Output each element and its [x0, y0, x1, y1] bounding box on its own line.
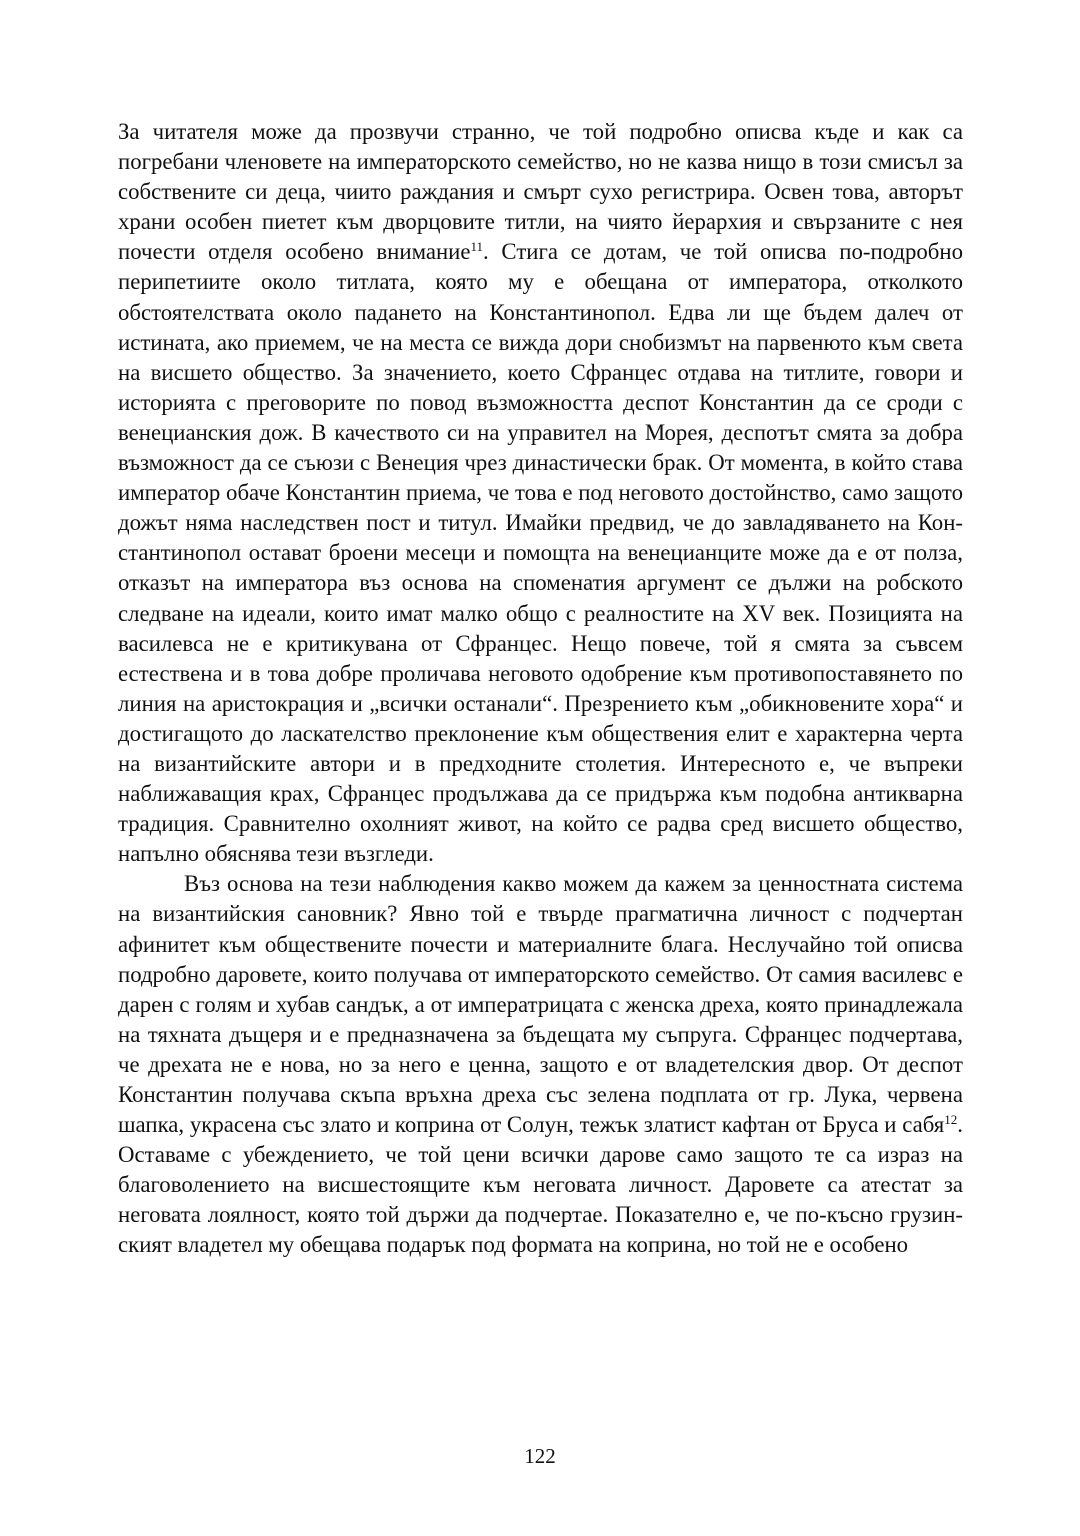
paragraph-text: . Стига се дотам, че той описва по-подробно перипетиите около титлата, която му е обещана от императора, отколкото обстоятелствата около падането на Константинопол. Едва ли ще бъдем далеч от истината, ако приемем, че на места се вижда дори снобизмът на парвенюто към света на висшето общество. За значението, което Сфранцес отдава на титлите, говори и историята с преговорите по повод възможността деспот Константин да се сроди с венецианския дож. В качеството си на управител на Морея, деспотът смята за добра възможност да се съюзи с Венеция чрез династически брак. От момента, в който става император обаче Константин приема, че това е под неговото достойнство, само защото дожът няма наследствен пост и титул. Имайки предвид, че до завладяването на Константинопол остават броени месеци и помощта на венецианците може да е от полза, отказът на императора въз основа на споменатия аргумент се дължи на робското следване на идеали, които имат малко общо с реалностите на XV век. Позицията на василевса не е критикувана от Сфранцес. Нещо повече, той я смята за съвсем естествена и в това добре проличава неговото одобрение към противопоставянето по линия на аристокрация и „всички останали“. Презрението към „обикновените хора“ и достигащото до ласкателство преклонение към обществения елит е характерна черта на византийските автори и в предходните столетия. Интересното е, че въпреки наближаващия крах, Сфранцес продължава да се придържа към подобна антикварна традиция. Сравнително охолният живот, на който се радва сред висшето общество, напълно обяснява тези възгледи. [118, 239, 963, 867]
paragraph-text: За читателя може да прозвучи странно, че той подробно описва къде и как са погребани членовете на императорското семейство, но не казва нищо в този смисъл за собствените си деца, чиито раждания и смърт сухо регистрира. Освен това, авторът храни особен пиетет към дворцовите титли, на чиято йерархия и свързаните с нея почести отделя особено внимание [118, 119, 963, 265]
paragraph-text: Въз основа на тези наблюдения какво можем да кажем за ценностната система на византийския сановник? Явно той е твърде прагматична личност с подчертан афинитет към обществените почести и материалните блага. Неслучайно той описва подробно даровете, които получава от императорското семейство. От самия василевс е дарен с голям и хубав сандък, а от императрицата с женска дреха, която принадлежала на тяхната дъщеря и е предназначена за бъдещата му съпруга. Сфранцес подчертава, че дрехата не е нова, но за него е ценна, защото е от владетелския двор. От деспот Константин получава скъпа връхна дреха със зелена подплата от гр. Лука, червена шапка, украсена със злато и коприна от Солун, тежък златист кафтан от Бруса и сабя [118, 871, 963, 1138]
paragraph-text: . Оставаме с убеждението, че той цени всички дарове само защото те са израз на благоволението на висшестоящите към неговата личност. Даровете са атестат за неговата лоялност, която той държи да подчертае. Показателно е, че по-късно грузинският владетел му обещава подарък под формата на коприна, но той не е особено [118, 1112, 963, 1258]
paragraph-2 [118, 869, 963, 1260]
page-number: 122 [524, 1444, 556, 1468]
body-text [118, 117, 963, 1261]
paragraph-1 [118, 117, 963, 869]
footnote-reference: 12 [944, 1112, 958, 1128]
footnote-reference: 11 [470, 239, 484, 255]
